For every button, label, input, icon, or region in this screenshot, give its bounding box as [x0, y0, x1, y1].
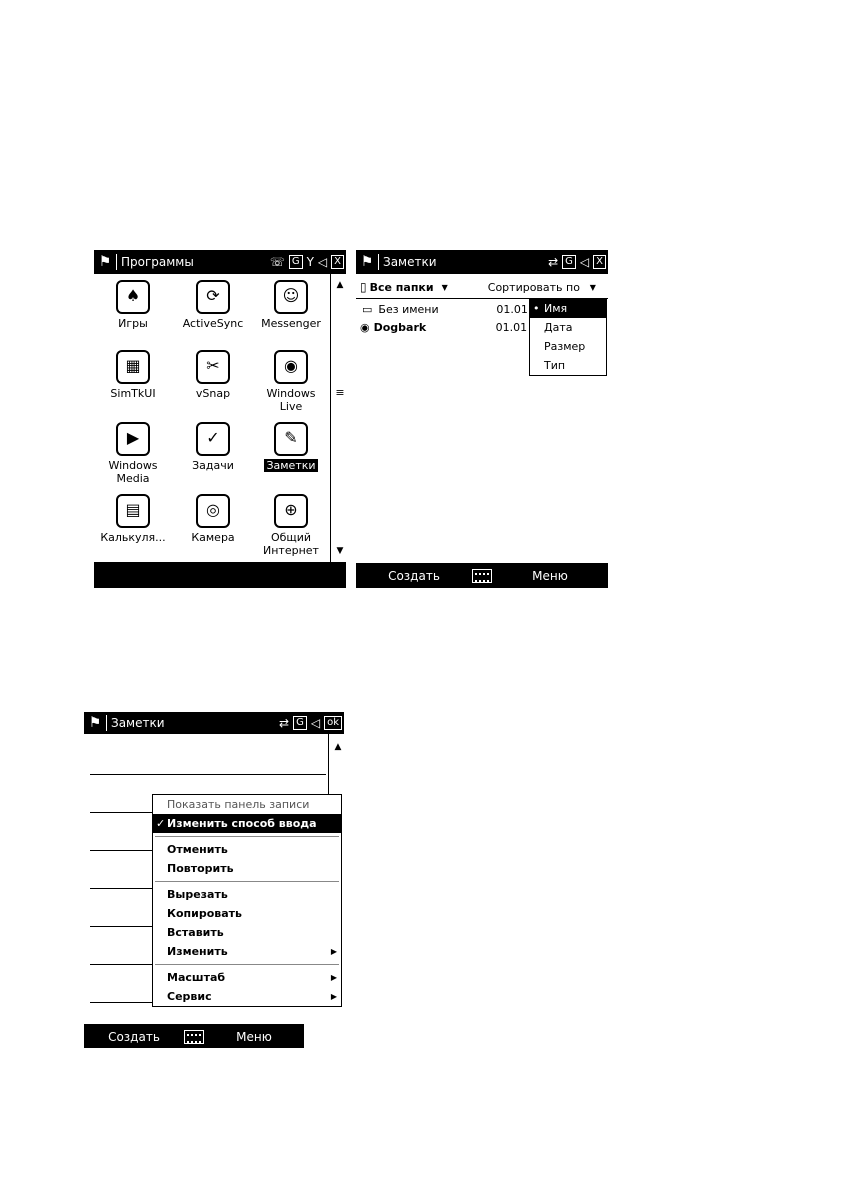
submenu-arrow-icon: ▶	[330, 947, 337, 956]
editor-context-menu	[152, 794, 342, 1007]
sync-icon[interactable]: ⇄	[279, 716, 290, 730]
tasks-icon: ✓	[196, 422, 230, 456]
internet-sharing-icon: ⊕	[274, 494, 308, 528]
program-item-messenger[interactable]: ☺ Messenger	[252, 280, 330, 330]
soft-key-bar	[84, 1024, 304, 1048]
programs-screen	[94, 250, 346, 588]
note-date: 01.01	[495, 320, 528, 334]
messenger-icon: ☺	[274, 280, 308, 314]
menu-softkey[interactable]: Меню	[532, 569, 568, 583]
close-icon[interactable]: X	[593, 255, 606, 269]
submenu-arrow-icon: ▶	[330, 973, 337, 982]
menu-item-zoom[interactable]: Масштаб ▶	[153, 968, 341, 987]
sort-dropdown[interactable]: Сортировать по	[487, 280, 580, 294]
sort-option-name[interactable]: • Имя	[530, 299, 606, 318]
submenu-arrow-icon: ▶	[330, 992, 337, 1001]
volume-icon[interactable]: ◁	[579, 255, 590, 269]
program-item-games[interactable]: ♠ Игры	[94, 280, 172, 330]
voice-note-icon: ◉	[360, 320, 370, 334]
bullet-icon: •	[533, 302, 540, 315]
sort-option-date[interactable]: Дата	[544, 321, 573, 334]
signal-icon[interactable]: Y	[306, 255, 314, 269]
title-bar	[94, 250, 346, 274]
title-bar	[84, 712, 344, 734]
title-bar	[356, 250, 608, 274]
calculator-icon: ▤	[116, 494, 150, 528]
check-icon: ✓	[156, 817, 166, 830]
phone-icon[interactable]: ☏	[269, 255, 285, 269]
ok-button[interactable]: ok	[324, 716, 342, 730]
menu-item-show-input-panel[interactable]: Показать панель записи	[167, 798, 310, 811]
windows-start-icon[interactable]: ⚑	[88, 715, 102, 731]
windows-media-icon: ▶	[116, 422, 150, 456]
windows-start-icon[interactable]: ⚑	[98, 254, 112, 270]
list-item[interactable]	[356, 300, 536, 318]
windows-start-icon[interactable]: ⚑	[360, 254, 374, 270]
note-name: Без имени	[378, 302, 439, 316]
scroll-thumb-icon[interactable]: ≡	[335, 386, 345, 399]
vertical-scrollbar[interactable]	[328, 734, 344, 794]
vertical-scrollbar[interactable]	[330, 274, 346, 562]
program-item-windows-media[interactable]: ▶ Windows Media	[94, 422, 172, 485]
menu-item-undo[interactable]: Отменить	[167, 843, 228, 856]
program-item-internet-sharing[interactable]: ⊕ Общий Интернет	[252, 494, 330, 557]
windows-live-icon: ◉	[274, 350, 308, 384]
games-icon: ♠	[116, 280, 150, 314]
menu-item-change-input[interactable]: ✓ Изменить способ ввода	[153, 814, 341, 833]
note-icon: ▭	[362, 302, 373, 316]
gprs-icon[interactable]: G	[293, 716, 307, 730]
chevron-down-icon[interactable]: ▼	[589, 282, 596, 292]
camera-icon: ◎	[196, 494, 230, 528]
program-item-notes[interactable]: ✎ Заметки	[252, 422, 330, 472]
sort-menu	[529, 298, 607, 376]
chevron-down-icon[interactable]: ▼	[441, 282, 448, 292]
keyboard-icon[interactable]	[472, 569, 492, 583]
program-item-calculator[interactable]: ▤ Калькуля...	[94, 494, 172, 544]
scroll-down-icon[interactable]: ▼	[336, 546, 344, 556]
soft-key-bar	[94, 562, 346, 588]
menu-item-cut[interactable]: Вырезать	[167, 888, 228, 901]
scroll-up-icon[interactable]: ▲	[334, 742, 342, 752]
note-editor-screen	[84, 712, 344, 1048]
sort-option-size[interactable]: Размер	[544, 340, 586, 353]
scroll-up-icon[interactable]: ▲	[336, 280, 344, 290]
notes-icon: ✎	[274, 422, 308, 456]
menu-item-paste[interactable]: Вставить	[167, 926, 224, 939]
menu-item-copy[interactable]: Копировать	[167, 907, 243, 920]
menu-item-tools[interactable]: Сервис ▶	[153, 987, 341, 1006]
program-item-simtkui[interactable]: ▦ SimTkUI	[94, 350, 172, 400]
folder-icon: ▯	[360, 280, 367, 294]
program-item-tasks[interactable]: ✓ Задачи	[174, 422, 252, 472]
program-item-camera[interactable]: ◎ Камера	[174, 494, 252, 544]
folder-dropdown[interactable]: Все папки	[369, 280, 434, 294]
program-item-activesync[interactable]: ⟳ ActiveSync	[174, 280, 252, 330]
menu-item-edit[interactable]: Изменить ▶	[153, 942, 341, 961]
note-name: Dogbark	[373, 320, 427, 334]
simtkui-icon: ▦	[116, 350, 150, 384]
program-item-windows-live[interactable]: ◉ Windows Live	[252, 350, 330, 413]
gprs-icon[interactable]: G	[289, 255, 303, 269]
create-softkey[interactable]: Создать	[388, 569, 440, 583]
gprs-icon[interactable]: G	[562, 255, 576, 269]
window-title: Заметки	[383, 255, 437, 269]
soft-key-bar	[356, 563, 608, 588]
filter-bar	[356, 276, 608, 299]
menu-item-redo[interactable]: Повторить	[167, 862, 234, 875]
sync-icon[interactable]: ⇄	[548, 255, 559, 269]
menu-softkey[interactable]: Меню	[236, 1030, 272, 1044]
program-item-vsnap[interactable]: ✂ vSnap	[174, 350, 252, 400]
window-title: Заметки	[111, 716, 165, 730]
note-date: 01.01	[496, 302, 528, 316]
close-icon[interactable]: X	[331, 255, 344, 269]
sort-option-type[interactable]: Тип	[544, 359, 566, 372]
volume-icon[interactable]: ◁	[317, 255, 328, 269]
activesync-icon: ⟳	[196, 280, 230, 314]
notes-list-screen	[356, 250, 608, 588]
volume-icon[interactable]: ◁	[310, 716, 321, 730]
keyboard-icon[interactable]	[184, 1030, 204, 1044]
create-softkey[interactable]: Создать	[108, 1030, 160, 1044]
window-title: Программы	[121, 255, 194, 269]
list-item[interactable]	[356, 318, 536, 336]
vsnap-icon: ✂	[196, 350, 230, 384]
